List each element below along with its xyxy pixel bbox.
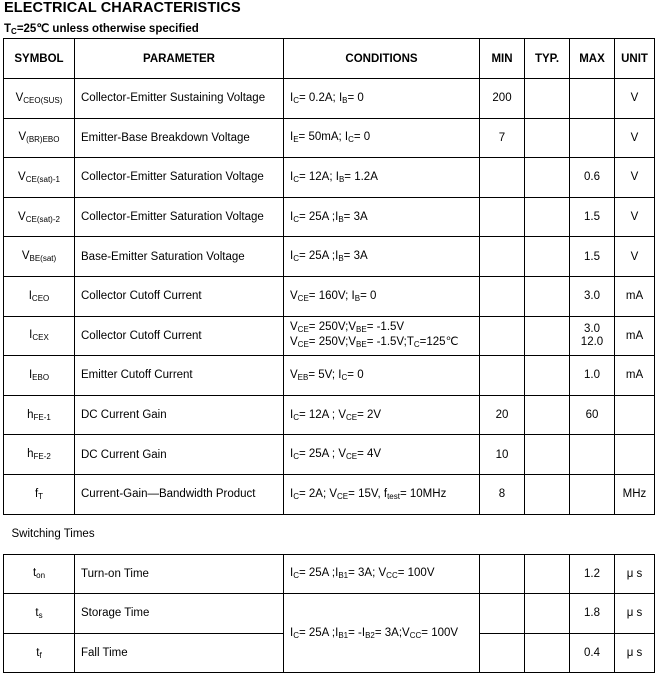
- conditions-cell: [284, 118, 480, 158]
- min-cell: [480, 237, 525, 277]
- min-cell: 7: [480, 118, 525, 158]
- max-cell: 1.5: [570, 237, 615, 277]
- subtitle-rest: =25℃ unless otherwise specified: [16, 23, 199, 35]
- cond-symbol: V: [378, 567, 387, 580]
- conditions-text: [290, 250, 479, 263]
- parameter-cell: Collector-Emitter Saturation Voltage: [75, 197, 284, 237]
- cond-sub: E: [293, 135, 299, 145]
- cond-symbol: I: [335, 170, 339, 183]
- cond-sub: B: [342, 95, 348, 105]
- max-cell: [570, 474, 615, 514]
- symbol-main: f: [34, 487, 39, 500]
- cond-symbol: V: [290, 320, 298, 333]
- typ-cell: [525, 79, 570, 119]
- conditions-cell: [284, 197, 480, 237]
- cond-sub: B2: [365, 630, 375, 640]
- min-cell: [480, 554, 525, 594]
- symbol-cell: [4, 554, 75, 594]
- conditions-line: [290, 250, 479, 263]
- max-cell-line: 12.0: [580, 335, 604, 348]
- unit-cell: μ s: [615, 633, 655, 673]
- table-row: [4, 474, 655, 514]
- min-cell: [480, 594, 525, 634]
- cond-value: = 250V;: [308, 320, 349, 333]
- max-cell-stack: [570, 323, 614, 349]
- conditions-cell: [284, 276, 480, 316]
- conditions-line: [290, 131, 479, 144]
- symbol-cell: [4, 395, 75, 435]
- cond-value: = 25A ;: [298, 250, 336, 263]
- cond-symbol: I: [290, 626, 294, 639]
- cond-symbol: I: [290, 250, 294, 263]
- parameter-cell: Current-Gain—Bandwidth Product: [75, 474, 284, 514]
- unit-cell: μ s: [615, 594, 655, 634]
- typ-cell: [525, 158, 570, 198]
- cond-value: = 3A: [343, 250, 368, 263]
- cond-sub: EB: [297, 372, 309, 382]
- cond-value: = 1.2A: [344, 170, 378, 183]
- conditions-line: [290, 567, 479, 580]
- max-cell: 1.8: [570, 594, 615, 634]
- cond-value: = -I: [348, 626, 366, 639]
- cond-symbol: I: [344, 131, 349, 144]
- conditions-line: [290, 290, 479, 303]
- symbol-main: I: [29, 329, 33, 342]
- cond-value: = 0: [360, 289, 377, 302]
- cond-symbol: V: [290, 335, 298, 348]
- header-max: MAX: [570, 39, 615, 79]
- header-parameter: PARAMETER: [75, 39, 284, 79]
- electrical-characteristics-table: [3, 38, 655, 673]
- cond-value: = 3A: [343, 210, 368, 223]
- cond-symbol: I: [290, 487, 294, 500]
- min-cell: 20: [480, 395, 525, 435]
- min-cell: 8: [480, 474, 525, 514]
- conditions-cell: [284, 395, 480, 435]
- conditions-text: [290, 171, 479, 184]
- cond-sub: B: [338, 214, 344, 224]
- conditions-text: [290, 321, 479, 351]
- typ-cell: [525, 356, 570, 396]
- symbol-cell: [4, 474, 75, 514]
- page-title: ELECTRICAL CHARACTERISTICS: [4, 0, 241, 16]
- cond-symbol: I: [290, 408, 294, 421]
- symbol-cell: [4, 118, 75, 158]
- symbol-cell: [4, 633, 75, 673]
- cond-value: = 25A ;: [298, 567, 336, 580]
- conditions-line: [290, 211, 479, 224]
- cond-symbol: I: [338, 368, 342, 381]
- typ-cell: [525, 316, 570, 356]
- cond-sub: C: [293, 452, 299, 462]
- cond-symbol: I: [351, 289, 355, 302]
- table-body: [4, 79, 655, 673]
- table-row: [4, 395, 655, 435]
- conditions-text: [290, 92, 479, 105]
- table-row: [4, 237, 655, 277]
- max-cell: 0.4: [570, 633, 615, 673]
- max-cell: [570, 435, 615, 475]
- cond-value: = 250V;: [308, 335, 349, 348]
- cond-symbol: I: [335, 626, 339, 639]
- conditions-cell: [284, 554, 480, 594]
- symbol-main: V: [21, 250, 30, 263]
- header-unit: UNIT: [615, 39, 655, 79]
- conditions-text: [290, 448, 479, 461]
- symbol-main: I: [28, 368, 33, 381]
- conditions-cell: [284, 158, 480, 198]
- cond-symbol: V: [348, 335, 357, 348]
- header-symbol: SYMBOL: [4, 39, 75, 79]
- section-row: [4, 514, 655, 554]
- cond-sub: BE: [356, 324, 367, 334]
- parameter-cell: Collector Cutoff Current: [75, 316, 284, 356]
- symbol-sub: s: [38, 610, 43, 620]
- typ-cell: [525, 633, 570, 673]
- cond-sub: BE: [356, 339, 367, 349]
- symbol-cell: [4, 594, 75, 634]
- symbol-main: t: [36, 646, 40, 659]
- cond-symbol: V: [338, 448, 346, 461]
- symbol-sub: EBO: [32, 372, 50, 382]
- conditions-text: [290, 409, 479, 422]
- cond-value: = -1.5V: [366, 320, 405, 333]
- symbol-cell: [4, 356, 75, 396]
- min-cell: [480, 276, 525, 316]
- typ-cell: [525, 435, 570, 475]
- cond-value: = 0.2A;: [298, 91, 339, 104]
- symbol-sub: (BR)EBO: [26, 135, 60, 145]
- cond-sub: CE: [297, 293, 309, 303]
- cond-symbol: I: [335, 250, 339, 263]
- symbol-sub: T: [38, 491, 44, 501]
- min-cell: [480, 356, 525, 396]
- cond-value: =125℃: [419, 335, 459, 348]
- max-cell: [570, 79, 615, 119]
- cond-sub: CE: [345, 412, 358, 422]
- unit-cell: MHz: [615, 474, 655, 514]
- cond-symbol: I: [290, 170, 294, 183]
- symbol-cell: [4, 316, 75, 356]
- cond-value: = -1.5V;: [366, 335, 407, 348]
- cond-sub: B: [338, 174, 345, 184]
- parameter-cell: Base-Emitter Saturation Voltage: [75, 237, 284, 277]
- cond-value: = 0: [353, 131, 371, 144]
- cond-sub: C: [293, 630, 299, 640]
- conditions-cell: [284, 356, 480, 396]
- unit-cell: V: [615, 237, 655, 277]
- conditions-line: [290, 92, 479, 105]
- symbol-cell: [4, 276, 75, 316]
- max-cell: 1.5: [570, 197, 615, 237]
- cond-sub: C: [293, 491, 299, 501]
- symbol-sub: FE-1: [33, 412, 51, 422]
- symbol-main: V: [18, 170, 26, 183]
- min-cell: 10: [480, 435, 525, 475]
- typ-cell: [525, 237, 570, 277]
- typ-cell: [525, 395, 570, 435]
- cond-value: = 25A ;: [298, 448, 339, 461]
- cond-symbol: V: [290, 368, 298, 381]
- header-typ: TYP.: [525, 39, 570, 79]
- cond-value: = 50mA;: [298, 131, 345, 144]
- conditions-cell: [284, 435, 480, 475]
- typ-cell: [525, 554, 570, 594]
- parameter-cell: DC Current Gain: [75, 395, 284, 435]
- min-cell: 200: [480, 79, 525, 119]
- unit-cell: mA: [615, 276, 655, 316]
- cond-value: = 3A;: [348, 567, 379, 580]
- cond-sub: C: [293, 412, 299, 422]
- table-row: [4, 356, 655, 396]
- min-cell: [480, 158, 525, 198]
- cond-sub: C: [293, 254, 299, 264]
- parameter-cell: Collector-Emitter Saturation Voltage: [75, 158, 284, 198]
- symbol-sub: CE(sat)-1: [25, 174, 60, 184]
- cond-symbol: I: [338, 91, 343, 104]
- conditions-line: [290, 488, 479, 501]
- cond-sub: B: [338, 254, 344, 264]
- min-cell: [480, 316, 525, 356]
- table-row: [4, 276, 655, 316]
- cond-sub: CE: [345, 452, 358, 462]
- symbol-cell: [4, 237, 75, 277]
- conditions-cell: [284, 474, 480, 514]
- max-cell: [570, 118, 615, 158]
- cond-symbol: I: [290, 448, 294, 461]
- symbol-main: h: [27, 408, 34, 421]
- table-row: [4, 316, 655, 356]
- cond-symbol: V: [338, 408, 346, 421]
- conditions-line: [290, 321, 479, 336]
- parameter-cell: Turn-on Time: [75, 554, 284, 594]
- conditions-text: [290, 211, 479, 224]
- cond-sub: C: [293, 174, 299, 184]
- cond-symbol: V: [329, 487, 338, 500]
- symbol-main: h: [27, 448, 34, 461]
- cond-sub: CC: [409, 630, 422, 640]
- cond-value: = 2A;: [298, 487, 330, 500]
- unit-cell: mA: [615, 316, 655, 356]
- table-row: [4, 594, 655, 634]
- cond-value: = 25A ;: [298, 626, 336, 639]
- conditions-text: [290, 290, 479, 303]
- unit-cell: [615, 395, 655, 435]
- cond-value: = 160V;: [308, 289, 352, 302]
- cond-symbol: T: [406, 335, 414, 348]
- cond-symbol: V: [348, 320, 357, 333]
- symbol-main: I: [28, 289, 32, 302]
- cond-sub: B: [354, 293, 361, 303]
- unit-cell: V: [615, 79, 655, 119]
- symbol-sub: CEX: [32, 333, 49, 343]
- table-row: [4, 158, 655, 198]
- cond-symbol: V: [402, 626, 410, 639]
- symbol-sub: CEO(SUS): [23, 95, 63, 105]
- symbol-cell: [4, 158, 75, 198]
- min-cell: [480, 633, 525, 673]
- subtitle-sub: C: [11, 27, 17, 36]
- cond-value: = 0: [347, 91, 364, 104]
- symbol-cell: [4, 79, 75, 119]
- cond-value: = 5V;: [308, 368, 339, 381]
- cond-sub: C: [348, 135, 354, 145]
- parameter-cell: DC Current Gain: [75, 435, 284, 475]
- cond-sub: B1: [338, 571, 349, 581]
- parameter-cell: Fall Time: [75, 633, 284, 673]
- test-condition-note: [4, 21, 199, 36]
- section-label: Switching Times: [4, 514, 655, 554]
- unit-cell: μ s: [615, 554, 655, 594]
- parameter-cell: Emitter Cutoff Current: [75, 356, 284, 396]
- unit-cell: mA: [615, 356, 655, 396]
- table-row: [4, 79, 655, 119]
- typ-cell: [525, 276, 570, 316]
- conditions-text: [290, 488, 479, 501]
- conditions-text: [290, 369, 479, 382]
- cond-value: = 25A ;: [298, 210, 336, 223]
- conditions-line: [290, 369, 479, 382]
- conditions-line: [290, 336, 479, 351]
- max-cell-line: 3.0: [584, 322, 600, 335]
- min-cell: [480, 197, 525, 237]
- conditions-line: [290, 627, 479, 640]
- table-row: [4, 554, 655, 594]
- cond-value: = 12A;: [298, 170, 336, 183]
- max-cell: [570, 316, 615, 356]
- conditions-text: [290, 131, 479, 144]
- symbol-sub: CEO: [31, 293, 50, 303]
- cond-symbol: I: [290, 131, 294, 144]
- cond-symbol: f: [383, 487, 388, 500]
- typ-cell: [525, 474, 570, 514]
- cond-sub: CE: [297, 339, 309, 349]
- symbol-main: V: [15, 91, 24, 104]
- cond-value: = 15V,: [348, 487, 384, 500]
- cond-value: = 2V: [357, 408, 382, 421]
- cond-symbol: I: [290, 91, 294, 104]
- unit-cell: [615, 435, 655, 475]
- max-cell: 1.0: [570, 356, 615, 396]
- cond-symbol: I: [335, 567, 339, 580]
- unit-cell: V: [615, 197, 655, 237]
- max-cell: 60: [570, 395, 615, 435]
- cond-value: = 100V: [397, 567, 435, 580]
- cond-symbol: I: [290, 567, 294, 580]
- symbol-cell: [4, 197, 75, 237]
- conditions-line: [290, 171, 479, 184]
- cond-value: = 100V: [421, 626, 459, 639]
- conditions-cell: [284, 594, 480, 673]
- header-conditions: CONDITIONS: [284, 39, 480, 79]
- max-cell: 0.6: [570, 158, 615, 198]
- conditions-text: [290, 567, 479, 580]
- cond-value: = 10MHz: [399, 487, 447, 500]
- unit-cell: V: [615, 118, 655, 158]
- typ-cell: [525, 118, 570, 158]
- cond-sub: test: [387, 491, 400, 501]
- cond-value: = 3A;: [374, 626, 403, 639]
- subtitle-prefix: T: [4, 23, 12, 35]
- table-row: [4, 435, 655, 475]
- symbol-main: V: [18, 131, 27, 144]
- symbol-main: t: [35, 606, 39, 619]
- cond-sub: C: [413, 339, 420, 349]
- cond-value: = 4V: [357, 448, 382, 461]
- symbol-sub: f: [39, 650, 42, 660]
- unit-cell: V: [615, 158, 655, 198]
- cond-sub: B1: [338, 630, 349, 640]
- symbol-main: t: [32, 567, 37, 580]
- conditions-text: [290, 627, 479, 640]
- max-cell: 3.0: [570, 276, 615, 316]
- parameter-cell: Collector-Emitter Sustaining Voltage: [75, 79, 284, 119]
- typ-cell: [525, 594, 570, 634]
- cond-sub: C: [293, 214, 299, 224]
- parameter-cell: Collector Cutoff Current: [75, 276, 284, 316]
- conditions-cell: [284, 79, 480, 119]
- symbol-sub: on: [36, 571, 46, 581]
- cond-symbol: V: [290, 289, 298, 302]
- cond-value: = 0: [347, 368, 364, 381]
- cond-sub: CE: [297, 324, 309, 334]
- cond-value: = 12A ;: [298, 408, 339, 421]
- table-row: [4, 197, 655, 237]
- conditions-cell: [284, 237, 480, 277]
- conditions-line: [290, 448, 479, 461]
- cond-sub: C: [293, 95, 299, 105]
- symbol-sub: BE(sat): [29, 254, 57, 264]
- header-min: MIN: [480, 39, 525, 79]
- parameter-cell: Storage Time: [75, 594, 284, 634]
- cond-symbol: I: [290, 210, 294, 223]
- max-cell: 1.2: [570, 554, 615, 594]
- symbol-cell: [4, 435, 75, 475]
- symbol-main: V: [18, 210, 26, 223]
- symbol-sub: FE-2: [33, 452, 51, 462]
- conditions-line: [290, 409, 479, 422]
- table-row: [4, 118, 655, 158]
- typ-cell: [525, 197, 570, 237]
- cond-sub: CE: [337, 491, 349, 501]
- header-row: [4, 39, 655, 79]
- conditions-cell: [284, 316, 480, 356]
- parameter-cell: Emitter-Base Breakdown Voltage: [75, 118, 284, 158]
- cond-sub: C: [341, 372, 348, 382]
- cond-sub: CC: [386, 571, 398, 581]
- cond-symbol: I: [335, 210, 339, 223]
- symbol-sub: CE(sat)-2: [25, 214, 60, 224]
- cond-sub: C: [293, 571, 299, 581]
